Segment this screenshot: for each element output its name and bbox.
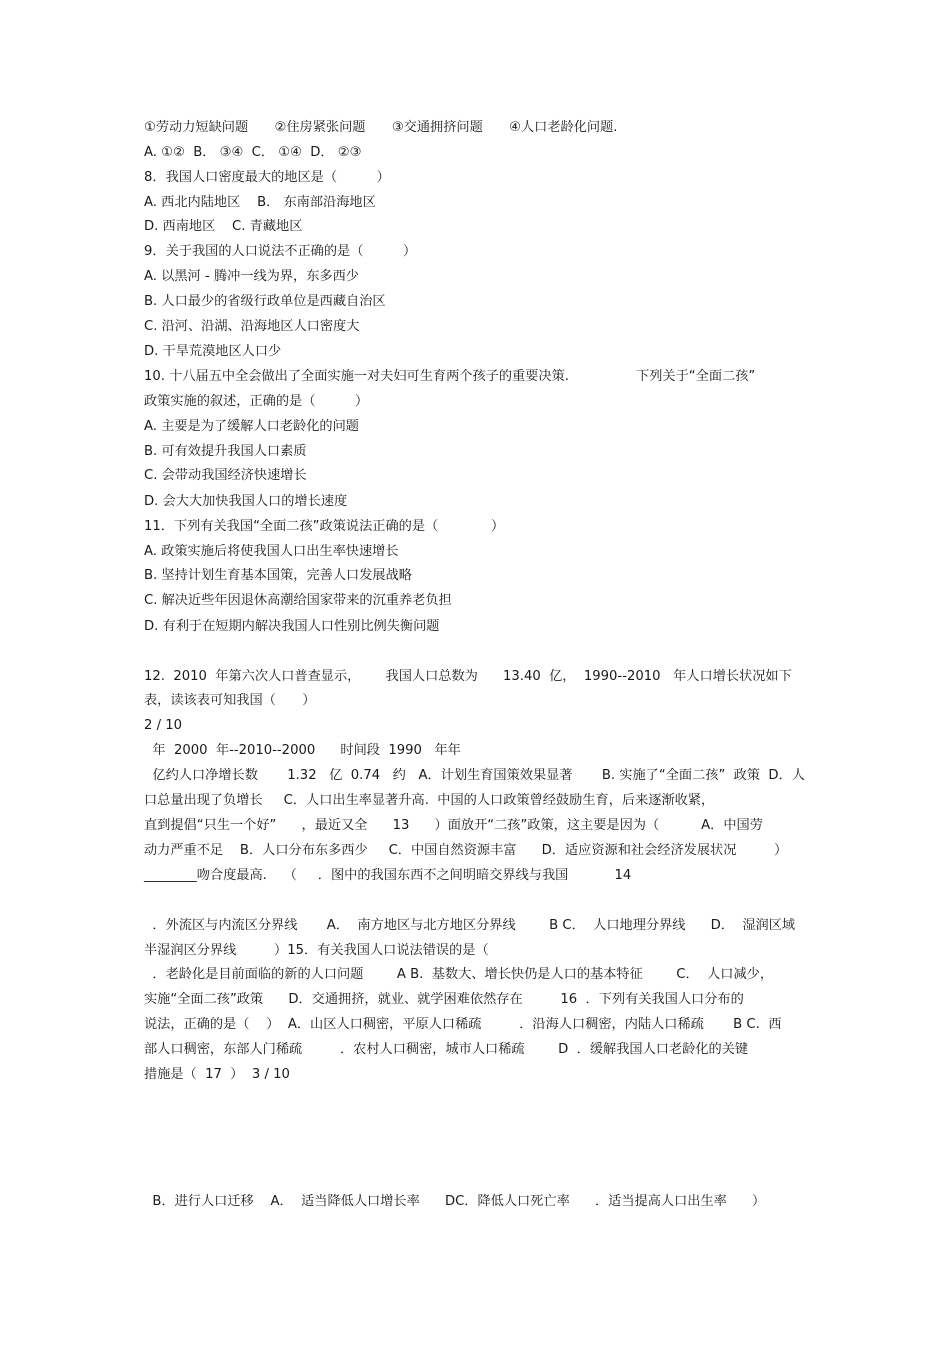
text-line: ．外流区与内流区分界线 A． 南方地区与北方地区分界线 B C． 人口地理分界线 D． 湿润区域 [144,918,796,933]
question-10: 10. 十八届五中全会做出了全面实施一对夫妇可生育两个孩子的重要决策. 下列关于“全面二孩” [144,369,756,384]
text-line: 半湿润区分界线 ）15．有关我国人口说法错误的是（ [144,943,489,958]
text-line: B. 人口最少的省级行政单位是西藏自治区 [144,294,386,309]
text-line: 年 2000 年--2010--2000 时间段 1990 年年 [144,743,461,758]
text-line: 部人口稠密，东部人门稀疏 ．农村人口稠密，城市人口稀疏 D ．缓解我国人口老龄化的关键 [144,1042,749,1057]
text-line: 实施“全面二孩”政策 D．交通拥挤，就业、就学困难依然存在 16 ．下列有关我国人口分布的 [144,992,744,1007]
question-9: 9．关于我国的人口说法不正确的是（ ） [144,244,417,259]
text-line: ．老龄化是目前面临的新的人口问题 A B. 基数大、增长快仍是人口的基本特征 C． 人口减少， [144,967,774,982]
text-line: A. 西北内陆地区 B． 东南部沿海地区 [144,195,376,210]
text-line: A. 主要是为了缓解人口老龄化的问题 [144,419,359,434]
text-line: B. 坚持计划生育基本国策，完善人口发展战略 [144,568,412,583]
question-12: 12. 2010 年第六次人口普查显示， 我国人口总数为 13.40 亿， 1990--2010 年人口增长状况如下 [144,669,792,684]
text-line: C. 解决近些年因退休高潮给国家带来的沉重养老负担 [144,593,452,608]
text-line: D. 会大大加快我国人口的增长速度 [144,494,348,509]
text-line: ________吻合度最高. （ ．图中的我国东西不之间明暗交界线与我国 14 [144,868,632,883]
text-line: 表，读该表可知我国（ ） [144,693,316,708]
text-line: B. 可有效提升我国人口素质 [144,444,307,459]
text-line: A. 以黑河 - 腾冲一线为界，东多西少 [144,269,359,284]
question-8: 8．我国人口密度最大的地区是（ ） [144,170,390,185]
text-line: D. 干旱荒漠地区人口少 [144,344,282,359]
text-line: 说法，正确的是（ ） A．山区人口稠密，平原人口稀疏 ．沿海人口稠密，内陆人口稀疏 B C. 西 [144,1017,782,1032]
text-line: C. 会带动我国经济快速增长 [144,468,307,483]
question-11: 11．下列有关我国“全面二孩”政策说法正确的是（ ） [144,519,505,534]
text-line: D. 有利于在短期内解决我国人口性别比例失衡问题 [144,619,440,634]
text-line: C. 沿河、沿湖、沿海地区人口密度大 [144,319,360,334]
text-line: 动力严重不足 B．人口分布东多西少 C．中国自然资源丰富 D．适应资源和社会经济发展状况 ） [144,843,788,858]
text-line: A. 政策实施后将使我国人口出生率快速增长 [144,544,399,559]
text-line: A. ①② B． ③④ C． ①④ D． ②③ [144,145,362,160]
text-line: 口总量出现了负增长 C．人口出生率显著升高. 中国的人口政策曾经鼓励生育，后来逐渐收紧， [144,793,715,808]
text-line: 政策实施的叙述，正确的是（ ） [144,394,369,409]
text-line: D. 西南地区 C. 青藏地区 [144,219,303,234]
text-line: 直到提倡“只生一个好” ，最近又全 13 ）面放开“二孩”政策，这主要是因为（ A．中国劳 [144,818,763,833]
text-line: B．进行人口迁移 A． 适当降低人口增长率 DC．降低人口死亡率 ．适当提高人口出生率 ） [144,1194,766,1209]
text-line: 措施是（ 17 ） 3 / 10 [144,1067,290,1082]
text-line: 亿约人口净增长数 1.32 亿 0.74 约 A．计划生育国策效果显著 B. 实施了“全面二孩” 政策 D．人 [144,768,805,783]
page-number: 2 / 10 [144,718,182,733]
text-line: ①劳动力短缺问题 ②住房紧张问题 ③交通拥挤问题 ④人口老龄化问题. [144,120,618,135]
